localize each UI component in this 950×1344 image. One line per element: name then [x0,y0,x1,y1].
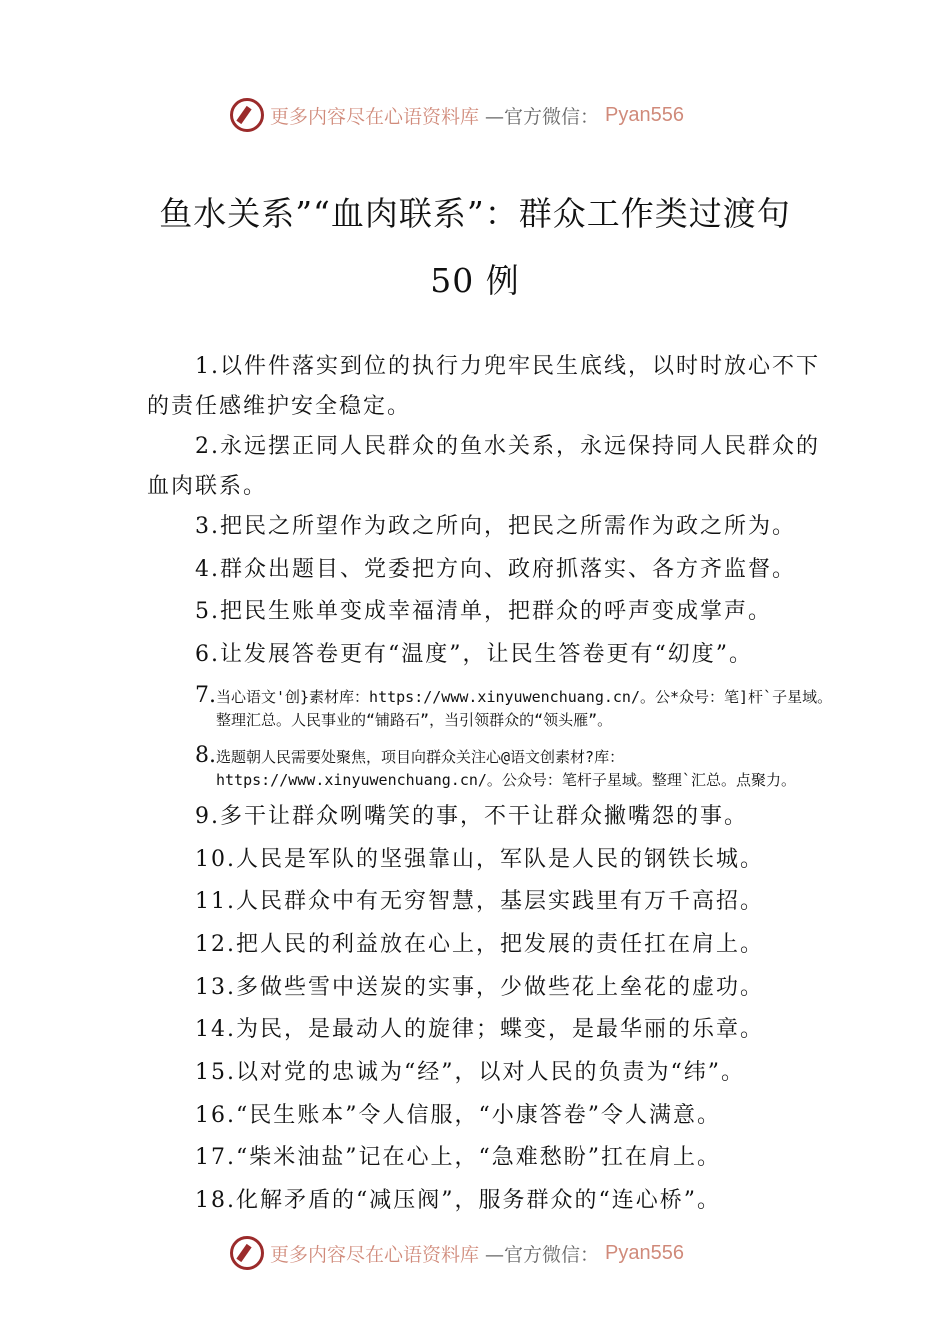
pen-logo-icon [230,1236,264,1270]
list-item: 3.把民之所望作为政之所向，把民之所需作为政之所为。 [195,514,796,539]
item-text: 选题朝人民需要处聚焦，项目向群众关注心@语文创素材?库：https://www.xinyuwenchuang.cn/。公众号：笔杆子星域。整理`汇总。点聚力。 [216,748,796,789]
list-item: 16.“民生账本”令人信服，“小康答卷”令人满意。 [195,1103,721,1128]
pen-logo-icon [230,98,264,132]
banner-wechat-label: —官方微信： [485,105,600,128]
header-watermark-banner [230,95,730,135]
banner-wechat-id: Pyan556 [605,103,684,126]
item-number: 7. [195,683,216,708]
document-title-line2: 50 例 [430,261,520,300]
list-item: 17.“柴米油盐”记在心上，“急难愁盼”扛在肩上。 [195,1145,721,1170]
list-item [147,744,836,792]
list-item: 2.永远摆正同人民群众的鱼水关系，永远保持同人民群众的血肉联系。 [147,434,820,499]
list-item: 12.把人民的利益放在心上，把发展的责任扛在肩上。 [195,932,764,957]
banner-wechat-id: Pyan556 [605,1241,684,1264]
item-number: 8. [195,743,216,768]
list-item: 15.以对党的忠诚为“经”，以对人民的负责为“纬”。 [195,1060,745,1085]
list-item [147,684,836,732]
list-item: 6.让发展答卷更有“温度”，让民生答卷更有“㓜度”。 [195,642,753,667]
item-text: 当心语文'创}素材库：https://www.xinyuwenchuang.cn/。公*众号：笔]杆`子星域。整理汇总。人民事业的“铺路石”，当引领群众的“领头雁”。 [216,688,833,729]
banner-wechat-label: —官方微信： [485,1243,600,1266]
list-item: 4.群众出题目、党委把方向、政府抓落实、各方齐监督。 [195,557,796,582]
document-title-line1: 鱼水关系”“血肉联系”：群众工作类过渡句 [159,194,791,233]
list-item: 13.多做些雪中送炭的实事，少做些花上垒花的虚功。 [195,975,764,1000]
footer-watermark-banner [230,1233,730,1273]
list-item: 14.为民，是最动人的旋律；蝶变，是最华丽的乐章。 [195,1017,764,1042]
list-item: 18.化解矛盾的“减压阀”，服务群众的“连心桥”。 [195,1188,721,1213]
list-item: 10.人民是军队的坚强靠山，军队是人民的钢铁长城。 [195,847,764,872]
list-item: 1.以件件落实到位的执行力兜牢民生底线，以时时放心不下的责任感维护安全稳定。 [147,354,820,419]
list-item: 11.人民群众中有无穷智慧，基层实践里有万千高招。 [195,889,764,914]
list-item: 5.把民生账单变成幸福清单，把群众的呼声变成掌声。 [195,599,772,624]
list-item: 9.多干让群众咧嘴笑的事，不干让群众撇嘴怨的事。 [195,804,748,829]
banner-text: 更多内容尽在心语资料库 [270,105,480,128]
banner-text: 更多内容尽在心语资料库 [270,1243,480,1266]
